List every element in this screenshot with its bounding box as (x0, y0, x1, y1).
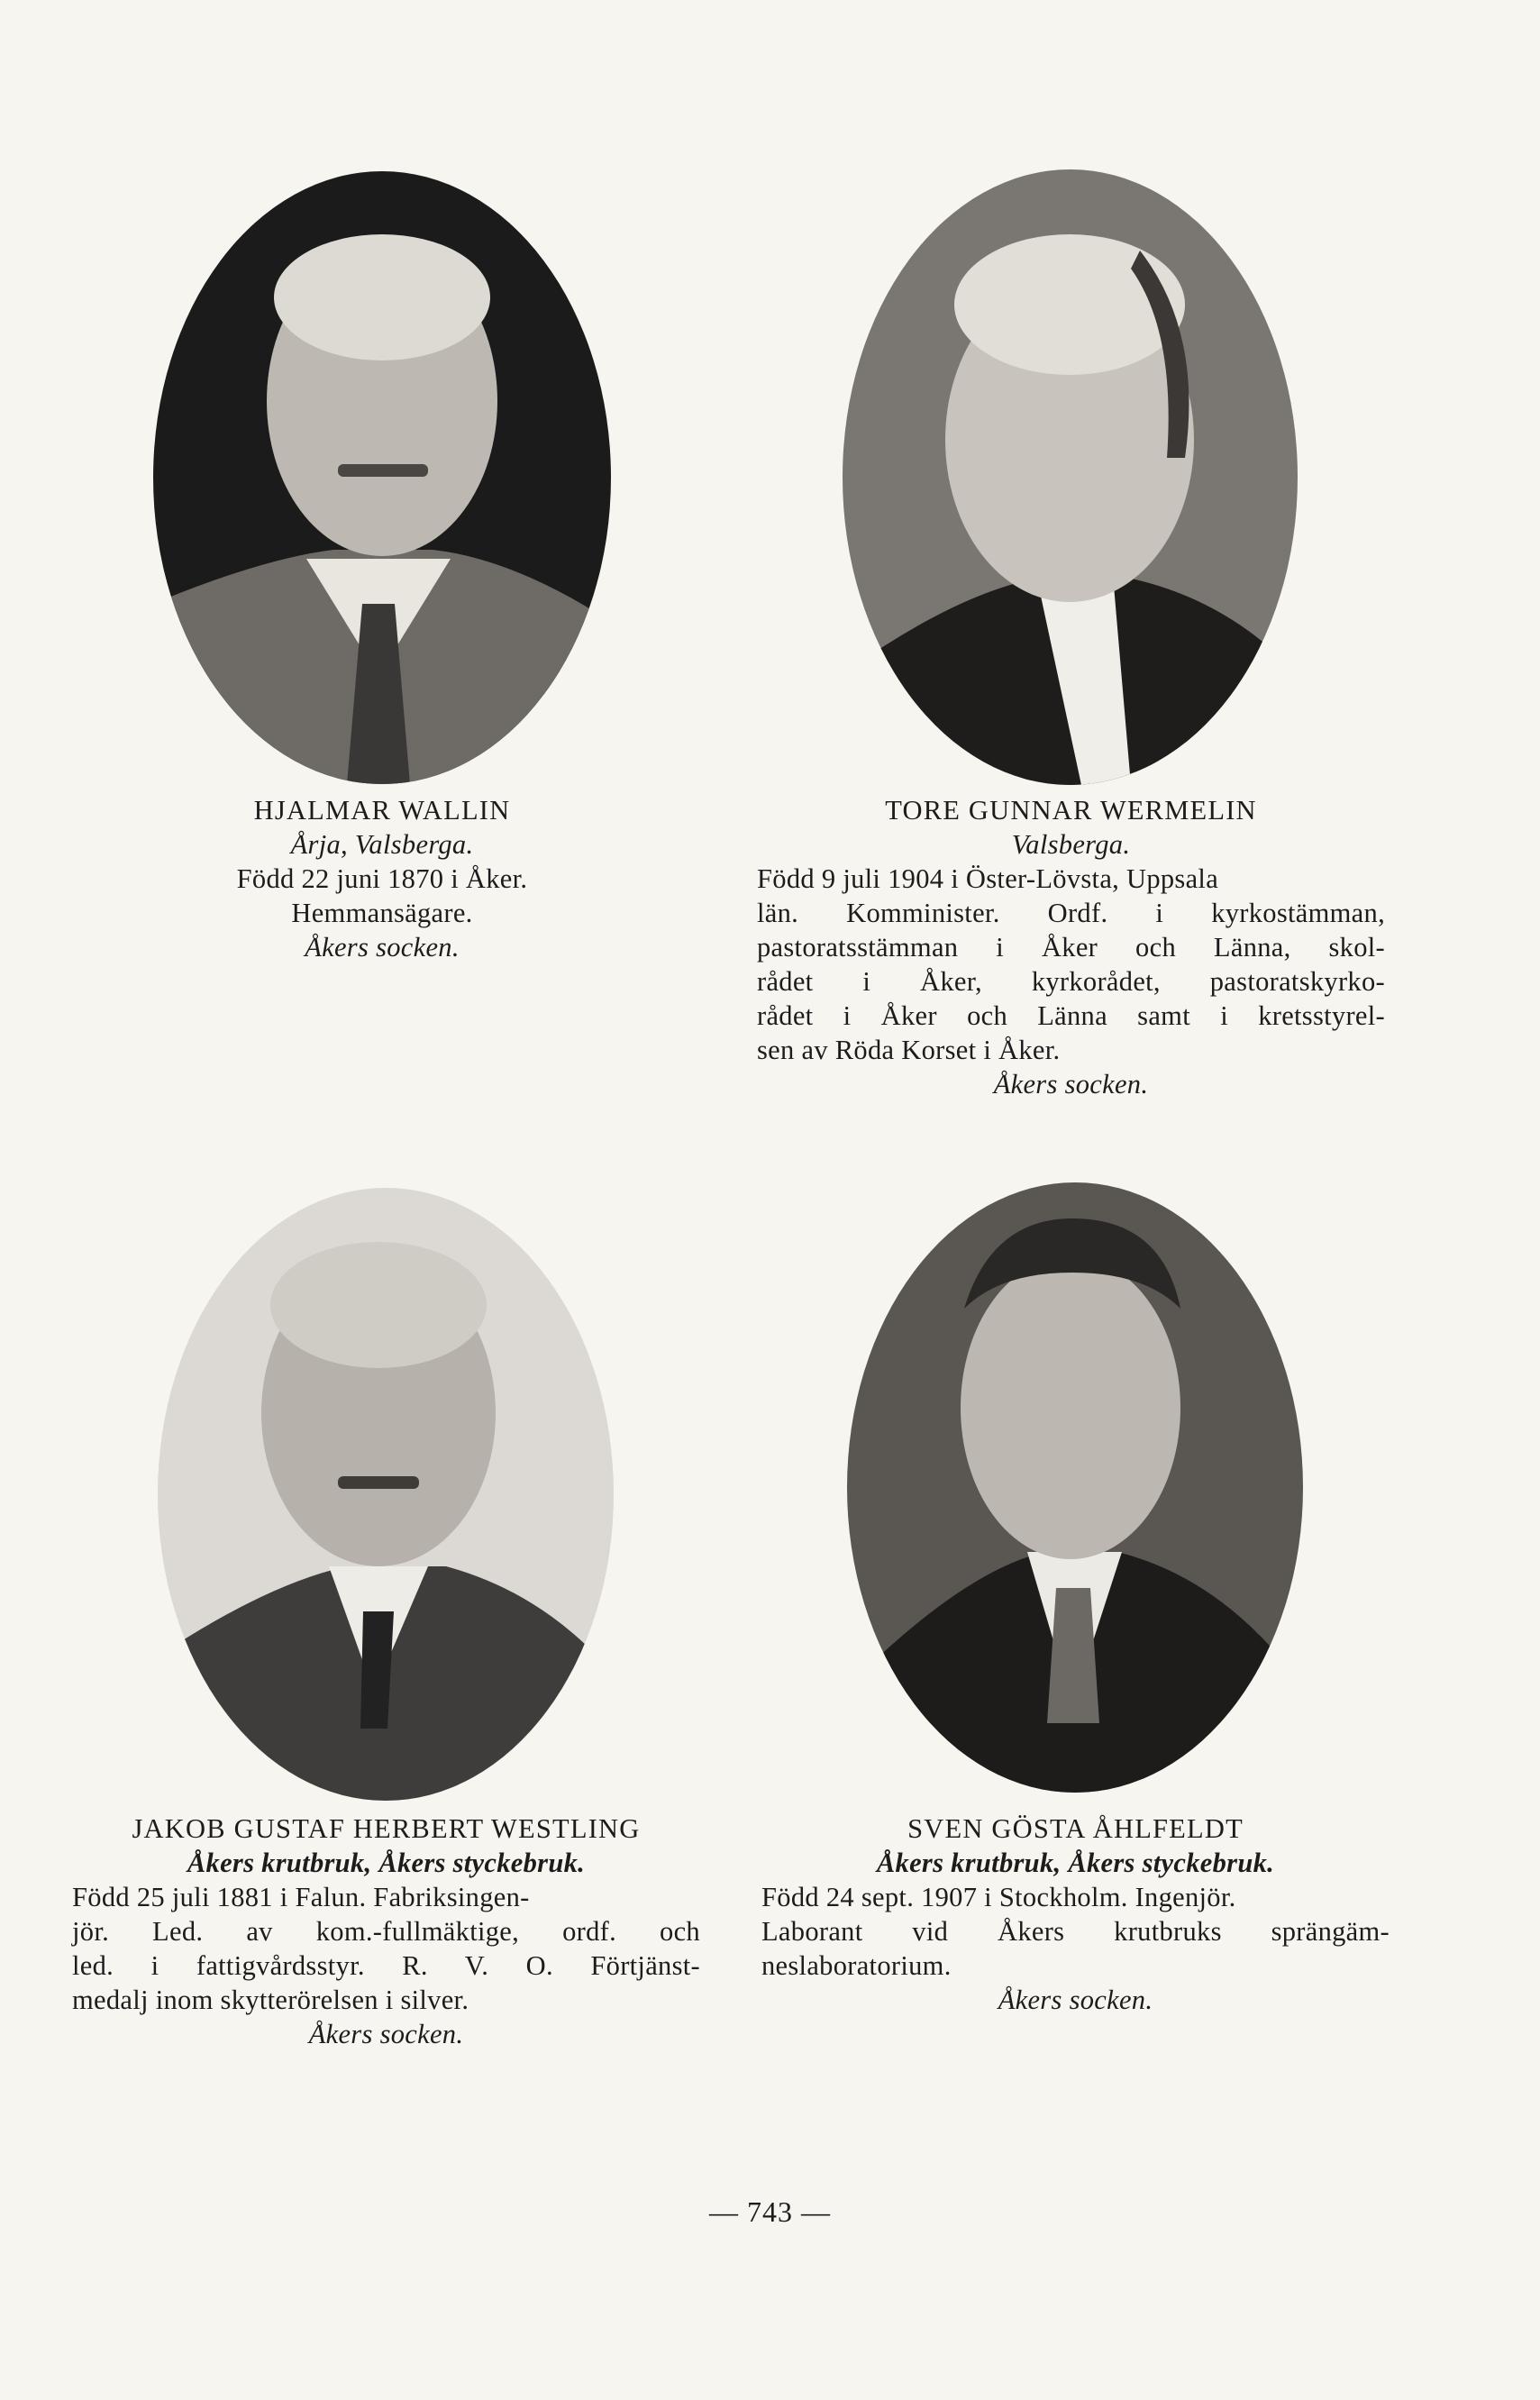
bio-line: jör. Led. av kom.-fullmäktige, ordf. och (72, 1916, 700, 1947)
person-place: Åkers krutbruk, Åkers styckebruk. (187, 1848, 586, 1878)
bio-line: län. Komminister. Ordf. i kyrkostämman, (757, 898, 1385, 928)
person-place: Årja, Valsberga. (290, 829, 474, 860)
person-bio (761, 1880, 1390, 1983)
bio-line: rådet i Åker, kyrkorådet, pastoratskyrko- (757, 966, 1385, 997)
bio-line: Född 24 sept. 1907 i Stockholm. Ingenjör. (761, 1882, 1236, 1912)
person-parish: Åkers socken. (308, 2019, 464, 2049)
caption-sven-gosta-ahlfeldt (761, 1811, 1390, 2017)
caption-jakob-gustaf-herbert-westling (72, 1811, 700, 2051)
bio-line: pastoratsstämman i Åker och Länna, skol- (757, 932, 1385, 963)
bio-line: sen av Röda Korset i Åker. (757, 1035, 1061, 1065)
caption-hjalmar-wallin (135, 793, 629, 964)
person-parish: Åkers socken. (993, 1069, 1149, 1100)
person-parish: Åkers socken. (998, 1985, 1153, 2015)
person-place: Valsberga. (1011, 829, 1131, 860)
bio-line: neslaboratorium. (761, 1950, 952, 1981)
bio-line: Född 9 juli 1904 i Öster-Lövsta, Uppsala (757, 863, 1219, 894)
portrait-jakob-gustaf-herbert-westling (158, 1188, 614, 1801)
bio-line: Laborant vid Åkers krutbruks sprängäm- (761, 1916, 1390, 1947)
person-bio (72, 1880, 700, 2017)
bio-line: rådet i Åker och Länna samt i kretsstyrel- (757, 1000, 1385, 1031)
caption-tore-gunnar-wermelin (757, 793, 1385, 1101)
bio-line: led. i fattigvårdsstyr. R. V. O. Förtjänst- (72, 1950, 700, 1981)
person-name: TORE GUNNAR WERMELIN (885, 795, 1257, 826)
bio-line: Född 22 juni 1870 i Åker. (236, 863, 528, 894)
bio-line: Född 25 juli 1881 i Falun. Fabriksingen- (72, 1882, 530, 1912)
person-name: JAKOB GUSTAF HERBERT WESTLING (132, 1813, 641, 1844)
person-bio (135, 862, 629, 930)
person-bio (757, 862, 1385, 1067)
portrait-sven-gosta-ahlfeldt (847, 1182, 1303, 1793)
bio-line: medalj inom skytterörelsen i silver. (72, 1985, 469, 2015)
person-name: SVEN GÖSTA ÅHLFELDT (907, 1813, 1244, 1844)
person-name: HJALMAR WALLIN (253, 795, 511, 826)
portrait-hjalmar-wallin (153, 171, 611, 784)
page-number: — 743 — (709, 2195, 831, 2228)
portrait-tore-gunnar-wermelin (843, 169, 1298, 785)
person-place: Åkers krutbruk, Åkers styckebruk. (876, 1848, 1275, 1878)
person-parish: Åkers socken. (305, 932, 460, 963)
bio-line: Hemmansägare. (291, 898, 473, 928)
